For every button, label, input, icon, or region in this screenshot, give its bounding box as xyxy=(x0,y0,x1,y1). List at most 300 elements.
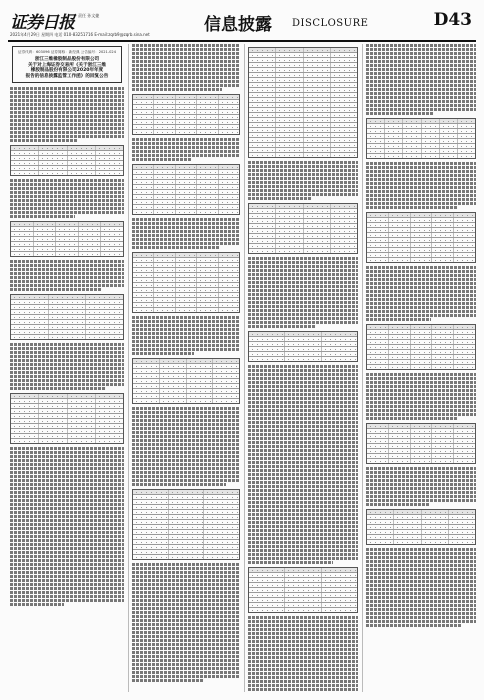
table-cell xyxy=(394,525,421,529)
table-cell xyxy=(49,320,87,324)
table-cell xyxy=(432,340,454,344)
table-cell xyxy=(249,229,276,233)
table-cell xyxy=(11,237,34,241)
table-cell xyxy=(249,209,276,213)
table-cell xyxy=(219,293,239,297)
table-cell xyxy=(285,583,321,587)
table-cell xyxy=(403,124,421,128)
text-line xyxy=(10,199,124,202)
text-line xyxy=(132,439,240,442)
text-line xyxy=(10,487,124,490)
text-line xyxy=(10,347,124,350)
text-line xyxy=(10,511,124,514)
text-line xyxy=(248,305,358,308)
table-cell xyxy=(458,124,475,128)
text-line xyxy=(132,679,204,682)
table-cell xyxy=(432,228,454,232)
text-line xyxy=(132,435,240,438)
table-cell xyxy=(11,300,49,304)
text-line xyxy=(248,309,358,312)
table-row xyxy=(11,439,123,443)
table-cell xyxy=(154,298,175,302)
table-cell xyxy=(249,93,276,97)
table-cell xyxy=(440,144,458,148)
table-cell xyxy=(197,115,218,119)
table-cell xyxy=(389,424,411,428)
table-cell xyxy=(160,359,187,363)
text-line xyxy=(248,437,358,440)
text-line xyxy=(248,513,358,516)
table-row xyxy=(249,608,357,612)
table-cell xyxy=(304,48,331,52)
table-cell xyxy=(39,171,67,175)
table-cell xyxy=(304,133,331,137)
table-cell xyxy=(249,108,276,112)
table-cell xyxy=(249,214,276,218)
text-line xyxy=(248,533,358,536)
text-line xyxy=(366,314,476,317)
text-line xyxy=(132,154,240,157)
table-cell xyxy=(133,515,169,519)
table-cell xyxy=(367,258,389,262)
text-line xyxy=(10,280,124,283)
text-line xyxy=(10,260,124,263)
table-cell xyxy=(249,588,285,592)
table-cell xyxy=(11,305,49,309)
text-line xyxy=(132,80,240,83)
table-cell xyxy=(154,205,175,209)
table-cell xyxy=(154,210,175,214)
table-cell xyxy=(11,161,39,165)
text-line xyxy=(132,635,240,638)
table-cell xyxy=(458,129,475,133)
table-cell xyxy=(411,335,433,339)
table-cell xyxy=(56,242,79,246)
table-cell xyxy=(276,244,303,248)
table-cell xyxy=(39,414,67,418)
table-cell xyxy=(49,325,87,329)
table-cell xyxy=(86,315,123,319)
text-line xyxy=(132,443,240,446)
text-line xyxy=(366,194,476,197)
table-cell xyxy=(367,119,385,123)
table-cell xyxy=(276,224,303,228)
text-line xyxy=(132,427,240,430)
table-cell xyxy=(79,232,102,236)
text-line xyxy=(366,306,476,309)
text-line xyxy=(366,96,476,99)
table-cell xyxy=(331,214,357,218)
table-cell xyxy=(367,129,385,133)
table-cell xyxy=(304,123,331,127)
text-line xyxy=(10,479,124,482)
table-cell xyxy=(249,113,276,117)
table-cell xyxy=(219,283,239,287)
text-line xyxy=(248,169,358,172)
table-cell xyxy=(169,535,205,539)
text-line xyxy=(366,560,476,563)
text-line xyxy=(366,475,476,478)
table-cell xyxy=(249,352,285,356)
table-cell xyxy=(176,170,197,174)
text-line xyxy=(132,328,240,331)
table-cell xyxy=(249,143,276,147)
table-cell xyxy=(219,258,239,262)
text-line xyxy=(366,178,476,181)
text-line xyxy=(248,509,358,512)
text-line xyxy=(366,612,476,615)
text-line xyxy=(366,266,476,269)
table-cell xyxy=(304,63,331,67)
table-cell xyxy=(11,171,39,175)
text-line xyxy=(366,381,476,384)
text-line xyxy=(248,497,358,500)
headline-line-4: 报告的信息披露监管工作函》的回复公告 xyxy=(25,73,109,79)
table-cell xyxy=(68,394,96,398)
text-line xyxy=(248,389,358,392)
table-cell xyxy=(133,394,160,398)
table-cell xyxy=(285,593,321,597)
table-cell xyxy=(331,229,357,233)
table-cell xyxy=(154,268,175,272)
table-cell xyxy=(367,149,385,153)
table-cell xyxy=(285,598,321,602)
table-cell xyxy=(197,170,218,174)
table-cell xyxy=(322,578,357,582)
table-cell xyxy=(197,278,218,282)
table-cell xyxy=(276,48,303,52)
table-cell xyxy=(411,223,433,227)
table-cell xyxy=(385,149,403,153)
text-line xyxy=(132,575,240,578)
table-cell xyxy=(169,540,205,544)
table-cell xyxy=(411,350,433,354)
table-cell xyxy=(96,419,123,423)
table-cell xyxy=(449,515,475,519)
table-cell xyxy=(304,73,331,77)
table-cell xyxy=(187,359,214,363)
table-cell xyxy=(133,200,154,204)
text-line xyxy=(248,185,358,188)
text-line xyxy=(132,332,240,335)
table-cell xyxy=(249,347,285,351)
text-line xyxy=(248,676,358,679)
text-line xyxy=(366,397,476,400)
table-cell xyxy=(86,325,123,329)
table-cell xyxy=(197,110,218,114)
table-cell xyxy=(389,350,411,354)
table-cell xyxy=(276,153,303,157)
table-cell xyxy=(133,170,154,174)
table-cell xyxy=(86,300,123,304)
text-line xyxy=(132,571,240,574)
table-row xyxy=(249,249,357,253)
text-line xyxy=(10,288,102,291)
table-cell xyxy=(197,130,218,134)
text-line xyxy=(132,483,226,486)
text-line xyxy=(132,667,240,670)
table-cell xyxy=(449,520,475,524)
table-cell xyxy=(11,295,49,299)
table-cell xyxy=(249,153,276,157)
table-cell xyxy=(68,156,96,160)
text-line xyxy=(132,238,240,241)
table-cell xyxy=(133,175,154,179)
table-cell xyxy=(367,144,385,148)
table-cell xyxy=(154,303,175,307)
text-line xyxy=(248,616,358,619)
text-line xyxy=(366,190,476,193)
data-table xyxy=(248,331,358,362)
table-cell xyxy=(204,505,239,509)
table-cell xyxy=(304,58,331,62)
table-cell xyxy=(11,156,39,160)
table-cell xyxy=(249,603,285,607)
table-cell xyxy=(11,151,39,155)
column-2 xyxy=(132,44,240,692)
table-cell xyxy=(11,434,39,438)
table-cell xyxy=(249,244,276,248)
text-line xyxy=(366,52,476,55)
table-cell xyxy=(331,209,357,213)
table-cell xyxy=(154,130,175,134)
text-line xyxy=(366,88,476,91)
table-cell xyxy=(449,510,475,514)
text-line xyxy=(132,459,240,462)
table-cell xyxy=(169,545,205,549)
text-line xyxy=(366,499,476,502)
text-line xyxy=(10,131,124,134)
table-cell xyxy=(422,510,449,514)
table-cell xyxy=(331,48,357,52)
text-line xyxy=(366,84,476,87)
table-cell xyxy=(160,389,187,393)
table-cell xyxy=(331,78,357,82)
table-cell xyxy=(304,153,331,157)
table-cell xyxy=(432,233,454,237)
table-cell xyxy=(176,288,197,292)
text-line xyxy=(248,401,358,404)
table-cell xyxy=(432,330,454,334)
data-table xyxy=(132,94,240,135)
text-line xyxy=(366,373,476,376)
table-cell xyxy=(204,555,239,559)
table-cell xyxy=(176,175,197,179)
table-cell xyxy=(219,95,239,99)
table-cell xyxy=(367,325,389,329)
table-cell xyxy=(454,345,475,349)
table-cell xyxy=(133,95,154,99)
table-cell xyxy=(219,298,239,302)
table-cell xyxy=(367,335,389,339)
table-cell xyxy=(454,330,475,334)
table-row xyxy=(133,130,239,134)
table-cell xyxy=(11,252,34,256)
table-cell xyxy=(213,369,239,373)
text-line xyxy=(10,527,124,530)
table-cell xyxy=(176,195,197,199)
table-cell xyxy=(304,118,331,122)
text-line xyxy=(366,56,476,59)
table-cell xyxy=(187,389,214,393)
text-line xyxy=(10,207,124,210)
table-cell xyxy=(56,247,79,251)
table-cell xyxy=(249,58,276,62)
table-cell xyxy=(331,118,357,122)
table-cell xyxy=(101,247,123,251)
table-cell xyxy=(367,434,389,438)
text-line xyxy=(366,548,476,551)
table-cell xyxy=(154,195,175,199)
table-cell xyxy=(249,128,276,132)
table-cell xyxy=(304,83,331,87)
table-cell xyxy=(197,263,218,267)
table-cell xyxy=(133,258,154,262)
text-line xyxy=(10,91,124,94)
table-cell xyxy=(285,357,321,361)
table-cell xyxy=(454,233,475,237)
table-cell xyxy=(249,332,285,336)
text-line xyxy=(132,138,240,141)
table-cell xyxy=(449,525,475,529)
text-line xyxy=(10,179,124,182)
table-cell xyxy=(219,205,239,209)
table-cell xyxy=(331,88,357,92)
table-cell xyxy=(169,515,205,519)
table-cell xyxy=(219,110,239,114)
table-cell xyxy=(39,156,67,160)
table-cell xyxy=(169,505,205,509)
text-line xyxy=(10,264,124,267)
table-cell xyxy=(331,153,357,157)
text-line xyxy=(366,620,476,623)
table-cell xyxy=(285,603,321,607)
table-cell xyxy=(219,165,239,169)
table-cell xyxy=(276,98,303,102)
text-line xyxy=(132,451,240,454)
section-title: 信息披露 xyxy=(204,15,272,35)
table-cell xyxy=(11,242,34,246)
table-cell xyxy=(86,310,123,314)
table-cell xyxy=(249,568,285,572)
table-cell xyxy=(411,439,433,443)
table-cell xyxy=(176,190,197,194)
table-row xyxy=(249,153,357,157)
text-line xyxy=(248,397,358,400)
text-line xyxy=(248,405,358,408)
text-line xyxy=(366,270,476,273)
table-cell xyxy=(367,345,389,349)
text-line xyxy=(366,471,476,474)
table-cell xyxy=(322,603,357,607)
table-cell xyxy=(454,325,475,329)
text-line xyxy=(248,493,358,496)
table-cell xyxy=(197,288,218,292)
table-cell xyxy=(154,200,175,204)
table-cell xyxy=(394,515,421,519)
table-cell xyxy=(187,394,214,398)
table-cell xyxy=(331,234,357,238)
table-cell xyxy=(331,93,357,97)
table-cell xyxy=(86,295,123,299)
table-cell xyxy=(367,213,389,217)
text-line xyxy=(366,298,476,301)
table-cell xyxy=(458,144,475,148)
text-line xyxy=(366,310,476,313)
table-cell xyxy=(86,320,123,324)
table-cell xyxy=(454,238,475,242)
table-cell xyxy=(331,113,357,117)
table-cell xyxy=(133,298,154,302)
table-cell xyxy=(176,180,197,184)
table-cell xyxy=(160,394,187,398)
table-cell xyxy=(133,205,154,209)
data-table xyxy=(10,294,124,340)
table-row xyxy=(367,540,475,544)
text-line xyxy=(248,281,358,284)
text-line xyxy=(366,552,476,555)
table-row xyxy=(249,357,357,361)
text-line xyxy=(248,636,358,639)
table-cell xyxy=(197,205,218,209)
text-line xyxy=(366,182,476,185)
text-line xyxy=(132,643,240,646)
text-line xyxy=(248,189,358,192)
table-cell xyxy=(96,161,123,165)
table-cell xyxy=(331,138,357,142)
table-cell xyxy=(285,573,321,577)
text-line xyxy=(248,529,358,532)
table-cell xyxy=(39,434,67,438)
table-cell xyxy=(249,68,276,72)
table-cell xyxy=(454,424,475,428)
table-cell xyxy=(79,252,102,256)
data-table xyxy=(10,221,124,257)
table-cell xyxy=(432,429,454,433)
table-cell xyxy=(331,98,357,102)
table-cell xyxy=(219,105,239,109)
column-rule xyxy=(128,44,129,692)
table-cell xyxy=(219,200,239,204)
text-line xyxy=(10,107,124,110)
text-line xyxy=(132,218,240,221)
text-line xyxy=(132,64,240,67)
table-cell xyxy=(403,149,421,153)
text-line xyxy=(248,177,358,180)
text-line xyxy=(366,389,476,392)
table-cell xyxy=(154,288,175,292)
table-cell xyxy=(322,588,357,592)
text-line xyxy=(366,600,476,603)
table-cell xyxy=(432,248,454,252)
table-cell xyxy=(389,253,411,257)
table-cell xyxy=(154,125,175,129)
headline-line-1: 浙江三维橡胶制品股份有限公司 xyxy=(34,57,100,62)
text-line xyxy=(10,535,124,538)
text-line xyxy=(10,547,124,550)
text-line xyxy=(132,320,240,323)
table-cell xyxy=(367,360,389,364)
table-cell xyxy=(34,232,57,236)
table-cell xyxy=(322,352,357,356)
table-cell xyxy=(11,232,34,236)
table-cell xyxy=(458,139,475,143)
table-cell xyxy=(432,325,454,329)
table-cell xyxy=(133,545,169,549)
table-cell xyxy=(331,53,357,57)
table-cell xyxy=(389,449,411,453)
table-cell xyxy=(68,439,96,443)
